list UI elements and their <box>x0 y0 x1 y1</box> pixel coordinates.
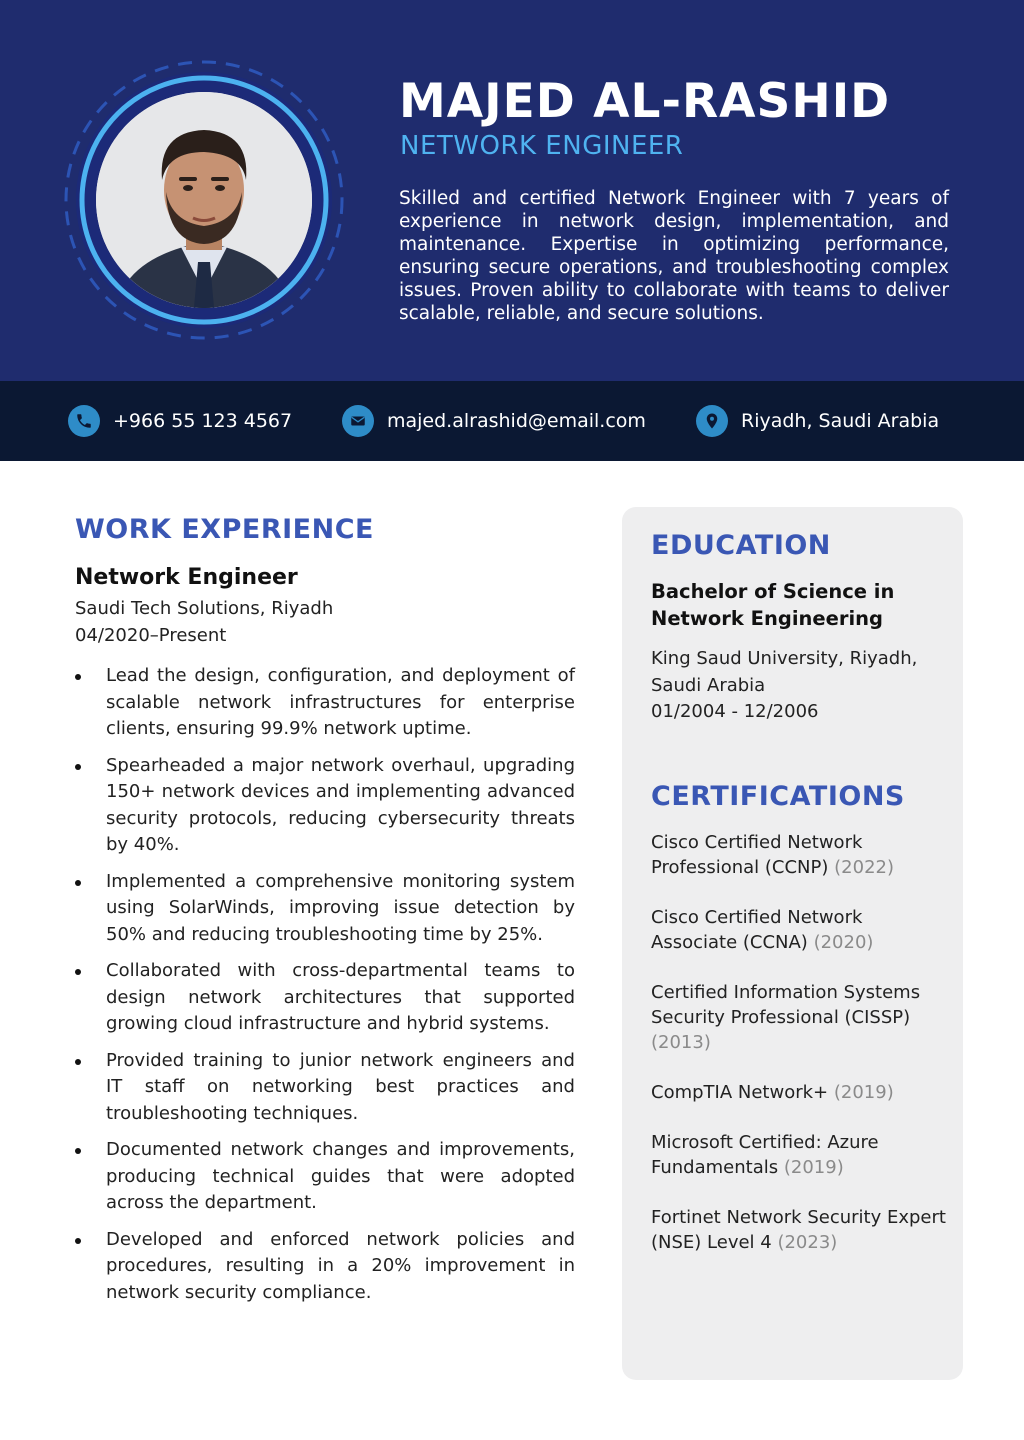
profile-summary: Skilled and certified Network Engineer with 7 years of experience in network design, implementation, and maintenance. Expertise in optimizing performance, ensuring secure operations, and troubleshooting complex issues. Proven ability to collaborate with teams to deliver scalable, reliable, and secure solutions. <box>399 188 949 324</box>
contact-bar <box>0 381 1024 461</box>
bullet-text: Collaborated with cross-departmental teams to design network architectures that supported growing cloud infrastructure and hybrid systems. <box>106 960 575 1034</box>
bullet-icon <box>75 880 81 886</box>
list-item <box>75 958 575 1038</box>
person-portrait-image <box>96 92 312 308</box>
list-item <box>75 1137 575 1217</box>
bullet-icon <box>75 674 81 680</box>
phone-number[interactable]: +966 55 123 4567 <box>113 410 293 432</box>
contact-location <box>696 404 939 438</box>
certification-name: Cisco Certified Network Associate (CCNA) <box>651 907 863 953</box>
contact-email <box>342 404 646 438</box>
certification-year: (2019) <box>783 1157 844 1178</box>
certification-year: (2013) <box>651 1032 711 1053</box>
certification-year: (2020) <box>813 932 874 953</box>
certification-item <box>651 830 951 880</box>
location-pin-icon <box>696 405 728 437</box>
candidate-title: NETWORK ENGINEER <box>400 131 684 161</box>
email-address[interactable]: majed.alrashid@email.com <box>387 410 646 432</box>
job-dates: 04/2020–Present <box>75 625 227 646</box>
list-item <box>75 663 575 743</box>
bullet-text: Lead the design, configuration, and deployment of scalable network infrastructures for enterprise clients, ensuring 99.9% network uptime. <box>106 665 575 739</box>
job-title: Network Engineer <box>75 565 298 590</box>
certification-item <box>651 980 951 1055</box>
certification-item <box>651 905 951 955</box>
list-item <box>75 1048 575 1128</box>
header-banner <box>0 0 1024 381</box>
education-dates: 01/2004 - 12/2006 <box>651 701 819 722</box>
profile-photo-frame <box>62 58 346 342</box>
certification-name: CompTIA Network+ <box>651 1082 829 1103</box>
bullet-text: Documented network changes and improvements, producing technical guides that were adopted across the department. <box>106 1139 575 1213</box>
phone-icon <box>68 405 100 437</box>
profile-photo <box>96 92 312 308</box>
certification-item <box>651 1205 951 1255</box>
responsibilities-list <box>75 663 575 1316</box>
bullet-text: Developed and enforced network policies and procedures, resulting in a 20% improvement in network security compliance. <box>106 1228 575 1303</box>
candidate-name: MAJED AL-RASHID <box>399 74 891 129</box>
list-item <box>75 753 575 859</box>
certifications-list <box>651 830 951 1280</box>
bullet-icon <box>75 1059 81 1065</box>
certification-name: Certified Information Systems Security Professional (CISSP) <box>651 982 921 1028</box>
certification-name: Microsoft Certified: Azure Fundamentals <box>651 1132 879 1178</box>
education-heading: EDUCATION <box>651 530 831 561</box>
certification-item <box>651 1130 951 1180</box>
bullet-icon <box>75 1148 81 1154</box>
certification-year: (2022) <box>834 857 894 878</box>
list-item <box>75 869 575 949</box>
bullet-text: Spearheaded a major network overhaul, upgrading 150+ network devices and implementing advanced security protocols, reducing cybersecurity threats by 40%. <box>106 754 575 855</box>
location-text: Riyadh, Saudi Arabia <box>741 410 940 432</box>
bullet-icon <box>75 1238 81 1244</box>
education-details <box>651 646 951 726</box>
bullet-icon <box>75 969 81 975</box>
bullet-icon <box>75 764 81 770</box>
degree-title: Bachelor of Science in Network Engineering <box>651 580 895 630</box>
contact-phone <box>68 404 292 438</box>
certification-name: Fortinet Network Security Expert (NSE) Level 4 <box>651 1207 946 1253</box>
bullet-text: Implemented a comprehensive monitoring system using SolarWinds, improving issue detection by 50% and reducing troubleshooting time by 25%. <box>106 870 575 945</box>
list-item <box>75 1227 575 1307</box>
certifications-heading: CERTIFICATIONS <box>651 781 905 812</box>
bullet-text: Provided training to junior network engineers and IT staff on networking best practices and troubleshooting techniques. <box>106 1049 575 1124</box>
certification-year: (2023) <box>777 1232 838 1253</box>
email-icon <box>342 405 374 437</box>
school-name: King Saud University, Riyadh, Saudi Arabia <box>651 648 918 696</box>
certification-year: (2019) <box>833 1082 894 1103</box>
certification-name: Cisco Certified Network Professional (CCNP) <box>651 832 863 878</box>
certification-item <box>651 1080 951 1105</box>
company-name: Saudi Tech Solutions, Riyadh <box>75 598 334 619</box>
work-experience-heading: WORK EXPERIENCE <box>75 514 374 545</box>
